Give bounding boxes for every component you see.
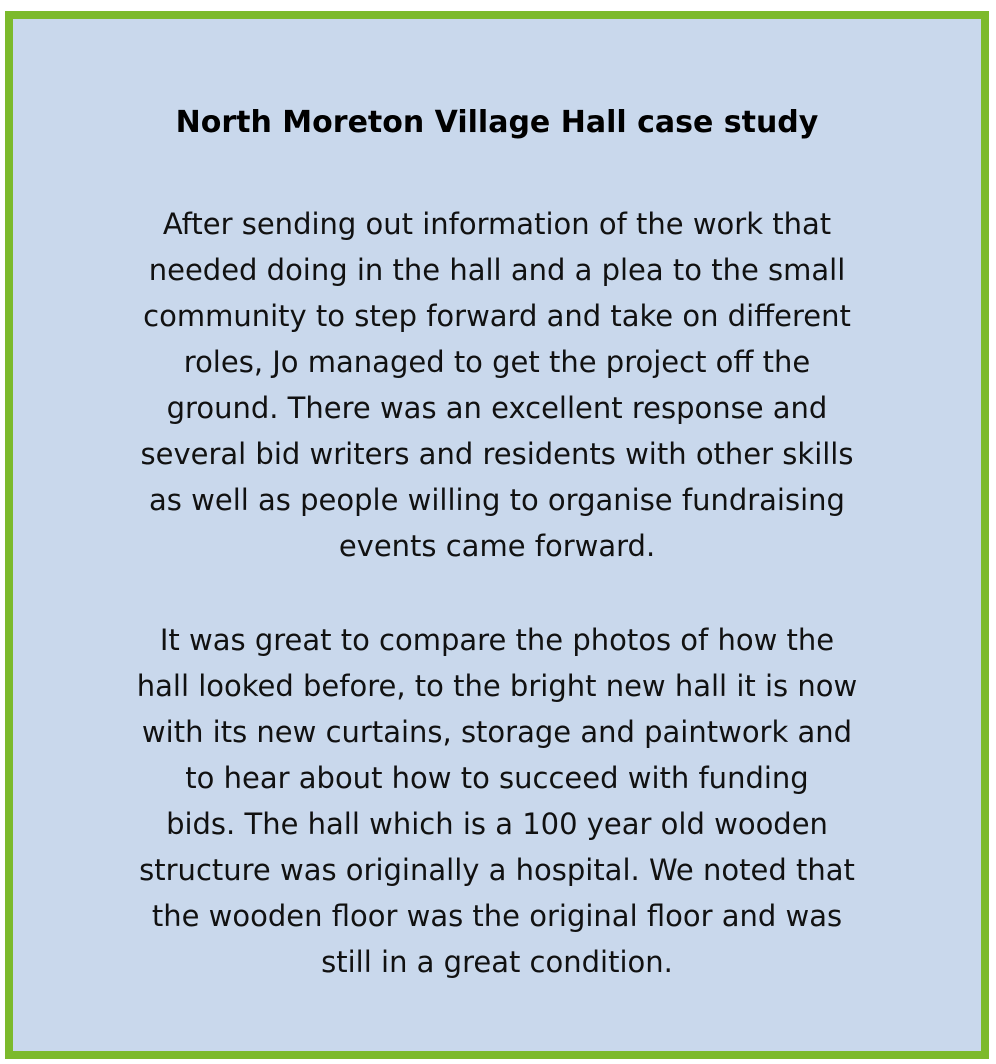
case-study-title: North Moreton Village Hall case study — [175, 105, 819, 140]
case-study-panel — [5, 11, 989, 1059]
case-study-paragraph-2: It was great to compare the photos of how the hall looked before, to the bright new hall it is now with its new curtains, storage and paintwork and to hear about how to succeed with funding bids. The hall which is a 100 year old wooden structure was originally a hospital. We noted that the wooden floor was the original floor and was still in a great condition. — [136, 623, 858, 979]
case-study-paragraph-1: After sending out information of the work that needed doing in the hall and a plea to the small community to step forward and take on different roles, Jo managed to get the project off the ground. There was an excellent response and several bid writers and residents with other skills as well as people willing to organise fundraising events came forward. — [140, 207, 854, 563]
